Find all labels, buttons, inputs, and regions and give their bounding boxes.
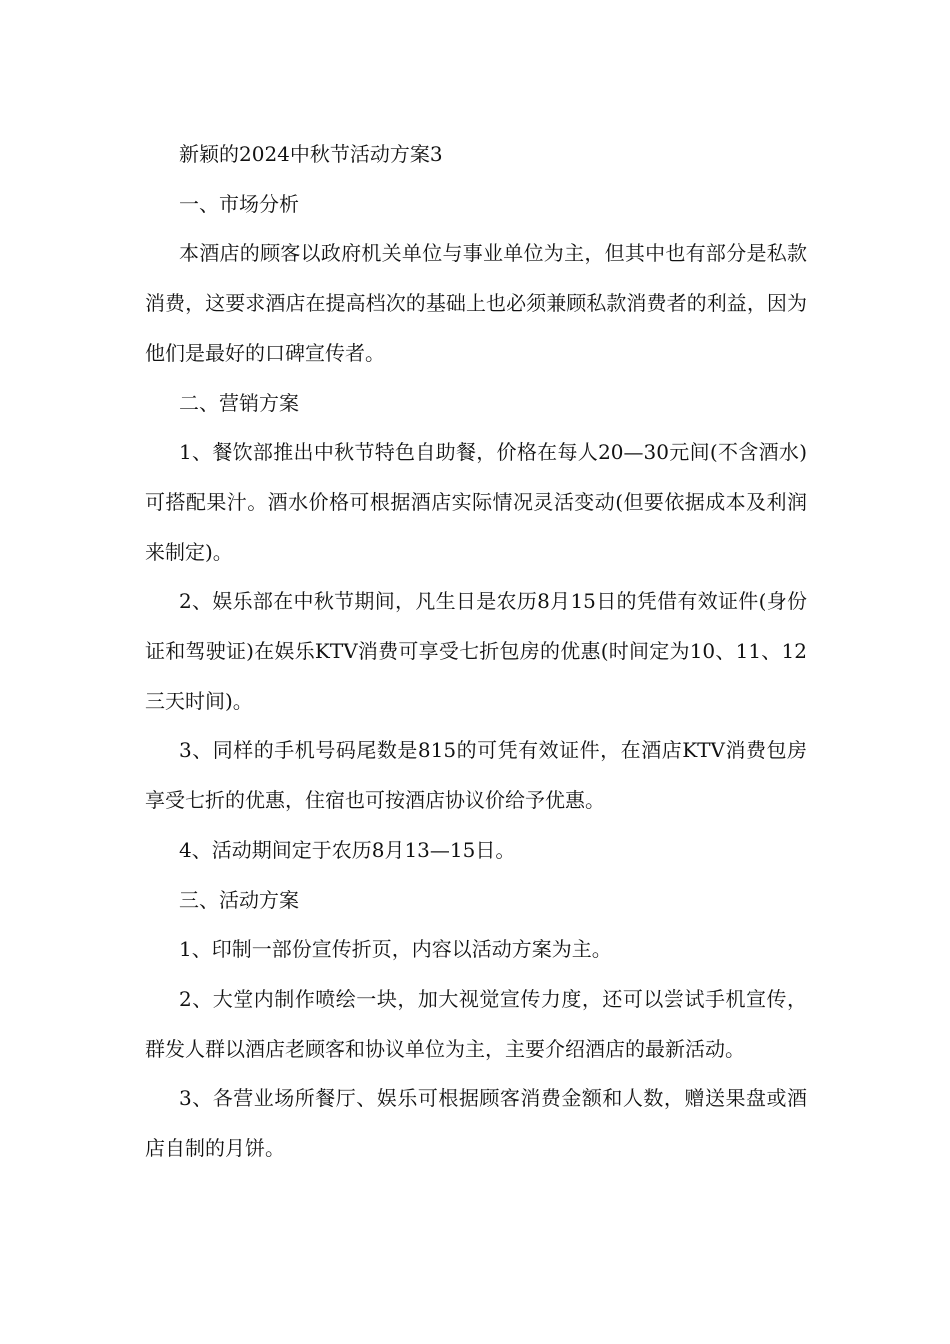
section-heading-marketing-plan: 二、营销方案: [179, 390, 299, 415]
paragraph-market-analysis: 本酒店的顾客以政府机关单位与事业单位为主，但其中也有部分是私款消费，这要求酒店在提高档次的基础上也必须兼顾私款消费者的利益，因为他们是最好的口碑宣传者。: [145, 241, 807, 365]
paragraph-marketing-item-3: 3、同样的手机号码尾数是815的可凭有效证件，在酒店KTV消费包房享受七折的优惠，住宿也可按酒店协议价给予优惠。: [145, 738, 807, 813]
paragraph-marketing-item-4: 4、活动期间定于农历8月13—15日。: [179, 837, 516, 862]
document-title: 新颖的2024中秋节活动方案3: [179, 142, 443, 166]
section-heading-market-analysis: 一、市场分析: [179, 191, 299, 216]
paragraph-activity-item-2: 2、大堂内制作喷绘一块，加大视觉宣传力度，还可以尝试手机宣传，群发人群以酒店老顾客和协议单位为主，主要介绍酒店的最新活动。: [145, 986, 807, 1061]
paragraph-activity-item-3: 3、各营业场所餐厅、娱乐可根据顾客消费金额和人数，赠送果盘或酒店自制的月饼。: [145, 1086, 807, 1161]
paragraph-marketing-item-1: 1、餐饮部推出中秋节特色自助餐，价格在每人20—30元间(不含酒水)可搭配果汁。酒水价格可根据酒店实际情况灵活变动(但要依据成本及利润来制定)。: [145, 440, 807, 564]
section-heading-activity-plan: 三、活动方案: [179, 887, 299, 912]
paragraph-marketing-item-2: 2、娱乐部在中秋节期间，凡生日是农历8月15日的凭借有效证件(身份证和驾驶证)在娱乐KTV消费可享受七折包房的优惠(时间定为10、11、12三天时间)。: [145, 589, 807, 713]
paragraph-activity-item-1: 1、印制一部份宣传折页，内容以活动方案为主。: [179, 937, 612, 962]
document-body: [145, 130, 807, 1174]
